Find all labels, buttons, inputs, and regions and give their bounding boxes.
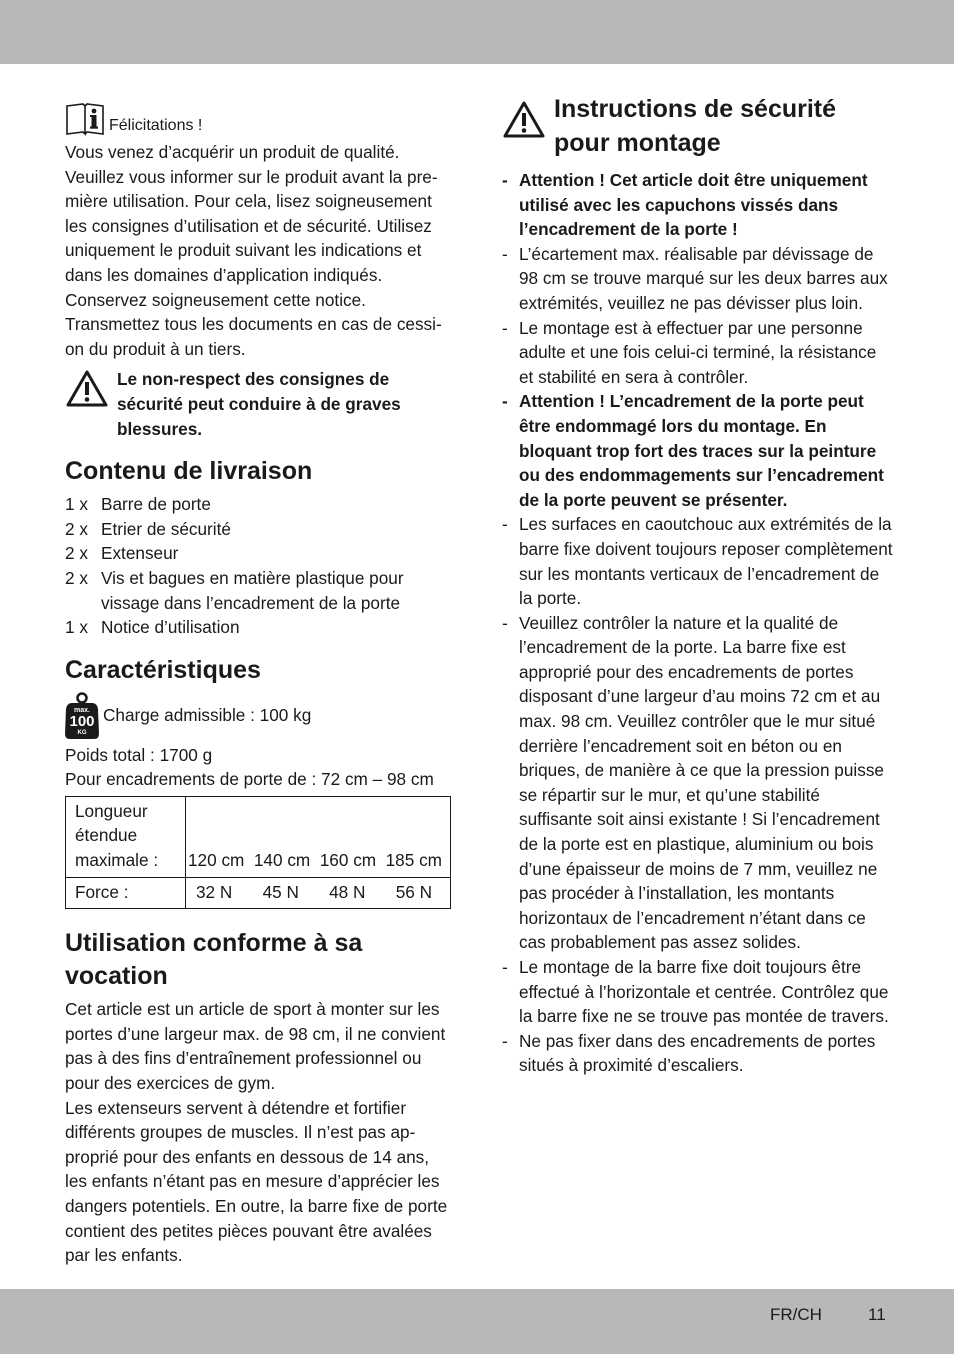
list-item: - L’écartement max. réalisable par dévissage de 98 cm se trouve marqué sur les deux barres aux extrémités, veuillez ne pas dévisser plus loin.: [502, 242, 894, 316]
footer-language: FR/CH: [770, 1305, 822, 1324]
max-weight-icon: [65, 692, 99, 740]
left-column: [65, 100, 455, 1268]
item-quantity: 2 x: [65, 518, 88, 539]
list-item: - Veuillez contrôler la nature et la qualité de l’encadrement de la porte. La barre fixe est approprié pour des encadrements de portes disposant d’une largeur d’au moins 72 cm et au max. 98 cm. Veuillez contrôler que le mur situé derrière l’encadrement soit en béton ou en briques, de manière à ce que la pression puisse se répartir sur le mur, et qu’une stabilité suffisante soit ainsi existante ! Si l’encadrement de la porte est en plastique, aluminium ou bois d’une épaisseur de moins de 7 mm, veuillez ne pas procéder à l’installation, les montants horizontaux de l’encadrement n’étant dans ce cas probablement pas assez solides.: [502, 611, 894, 955]
item-text: Etrier de sécurité: [101, 518, 231, 539]
list-item: - Le montage de la barre fixe doit toujours être effectué à l’horizontale et centrée. Contrôlez que la barre fixe ne se trouve pas montée de travers.: [502, 955, 894, 1029]
max-weight-top: max.: [74, 706, 90, 714]
item-text: Attention ! Cet article doit être uniquement utilisé avec les capuchons vissés dans l’encadrement de la porte !: [519, 170, 868, 240]
max-weight-unit: KG: [77, 729, 87, 736]
list-item: - Ne pas fixer dans des encadrements de portes situés à proximité d’escaliers.: [502, 1029, 894, 1078]
door-frame-range: Pour encadrements de porte de : 72 cm – 98 cm: [65, 769, 434, 790]
warning-triangle-icon: [502, 100, 546, 140]
length-value: 160 cm: [319, 850, 377, 871]
length-value: 140 cm: [253, 850, 311, 871]
load-row: [65, 691, 455, 741]
list-item: [65, 492, 455, 517]
right-column: [502, 92, 894, 1078]
list-item: [65, 541, 455, 566]
usage-title: Utilisation conforme à sa vocation: [65, 929, 363, 991]
item-text: Le montage est à effectuer par une personne adulte et une fois celui-ci terminé, la résistance et stabilité en sera à contrôler.: [519, 317, 877, 387]
force-value: 32 N: [196, 881, 233, 902]
total-weight: Poids total : 1700 g: [65, 744, 213, 765]
list-item: - Les surfaces en caoutchouc aux extrémités de la barre fixe doivent toujours reposer complètement sur les montants verticaux de l’encadrement de la porte.: [502, 512, 894, 610]
item-text: Ne pas fixer dans des encadrements de portes situés à proximité d’escaliers.: [519, 1030, 876, 1076]
safety-heading-row: [502, 92, 894, 160]
intro-paragraph: Transmettez tous les documents en cas de cession du produit à un tiers.: [65, 314, 442, 359]
force-value: 48 N: [329, 881, 366, 902]
item-text: L’écartement max. réalisable par dévissage de 98 cm se trouve marqué sur les deux barres aux extrémités, veuillez ne pas dévisser plus loin.: [519, 243, 888, 313]
item-quantity: 2 x: [65, 567, 88, 588]
length-value: 120 cm: [188, 850, 245, 871]
item-text: Extenseur: [101, 543, 179, 564]
list-item: [65, 615, 455, 640]
list-item: [65, 566, 455, 615]
item-text: Barre de porte: [101, 494, 211, 515]
table-cell-label: Longueur étendue maximale :: [66, 796, 186, 877]
item-text: Les surfaces en caoutchouc aux extrémités de la barre fixe doivent toujours reposer complètement sur les montants verticaux de l’encadrement de la porte.: [519, 514, 893, 609]
safety-list: [502, 168, 894, 1078]
warning-triangle-icon: [65, 369, 109, 409]
safety-title: Instructions de sécurité pour montage: [554, 95, 837, 157]
list-item: - Le montage est à effectuer par une personne adulte et une fois celui-ci terminé, la résistance et stabilité en sera à contrôler.: [502, 316, 894, 390]
item-quantity: 1 x: [65, 494, 88, 515]
info-manual-icon: [65, 102, 105, 136]
intro-heading: Félicitations !: [109, 117, 203, 134]
item-quantity: 1 x: [65, 617, 88, 638]
item-text: Le montage de la barre fixe doit toujours être effectué à l’horizontale et centrée. Contrôlez que la barre fixe ne se trouve pas montée de travers.: [519, 957, 889, 1027]
force-value: 45 N: [262, 881, 299, 902]
intro-warning: [65, 367, 455, 441]
delivery-title: Contenu de livraison: [65, 457, 313, 486]
intro-paragraph: Vous venez d’acquérir un produit de qualité. Veuillez vous informer sur le produit avant la première utilisation. Pour cela, lisez soigneusement les consignes d’utilisation et de sécurité. Utilisez uniquement le produit suivant les indications et dans les domaines d’application indiqués.: [65, 142, 438, 285]
item-text: Veuillez contrôler la nature et la qualité de l’encadrement de la porte. La barre fixe est approprié pour des encadrements de portes disposant d’une largeur d’au moins 72 cm et au max. 98 cm. Veuillez contrôler que le mur situé derrière l’encadrement soit en béton ou en briques, de manière à ce que la pression puisse se répartir sur le mur, et qu’une stabilité suffisante soit ainsi existante ! Si l’encadrement de la porte est en plastique, aluminium ou bois d’une épaisseur de moins de 7 mm, veuillez ne pas procéder à l’installation, les montants horizontaux de l’encadrement n’étant dans ce cas probablement pas assez solides.: [519, 612, 884, 953]
list-item: - Attention ! L’encadrement de la porte peut être endommagé lors du montage. En bloquant trop fort des traces sur la peinture ou des endommagements sur l’encadrement de la porte peuvent se présenter.: [502, 389, 894, 512]
max-weight-value: 100: [69, 712, 95, 730]
delivery-list: [65, 492, 455, 640]
table-cell-label: Force :: [66, 877, 186, 909]
usage-paragraph: Les extenseurs servent à détendre et fortifier différents groupes de muscles. Il n’est pas approprié pour des enfants en dessous de 14 ans, les enfants n’étant pas en mesure d’apprécier les dangers potentiels. En outre, la barre fixe de porte contient des petites pièces pouvant être avalées par les enfants.: [65, 1097, 448, 1266]
specs-title: Caractéristiques: [65, 655, 261, 684]
header-band: [0, 0, 954, 64]
item-text: Notice d’utilisation: [101, 617, 240, 638]
warning-text: Le non-respect des consignes de sécurité peut conduire à de graves blessures.: [117, 369, 401, 439]
table-cell-values: [186, 877, 451, 909]
list-item: - Attention ! Cet article doit être uniquement utilisé avec les capuchons vissés dans l’encadrement de la porte !: [502, 168, 894, 242]
table-cell-values: [186, 796, 451, 877]
load-text: Charge admissible : 100 kg: [103, 705, 312, 726]
usage-paragraph: Cet article est un article de sport à monter sur les portes d’une largeur max. de 98 cm, il ne convient pas à des fins d’entraînement professionnel ou pour des exercices de gym.: [65, 999, 446, 1094]
intro-heading-row: [65, 100, 455, 136]
length-value: 185 cm: [385, 850, 442, 871]
spec-table: [65, 796, 451, 909]
table-row: [66, 796, 451, 877]
item-text: Attention ! L’encadrement de la porte peut être endommagé lors du montage. En bloquant trop fort des traces sur la peinture ou des endommagements sur l’encadrement de la porte peuvent se présenter.: [519, 391, 884, 510]
force-value: 56 N: [395, 881, 432, 902]
intro-paragraph: Conservez soigneusement cette notice.: [65, 289, 366, 310]
item-quantity: 2 x: [65, 543, 88, 564]
table-row: [66, 877, 451, 909]
item-text: Vis et bagues en matière plastique pour vissage dans l’encadrement de la porte: [101, 567, 404, 613]
page-number: 11: [868, 1305, 886, 1324]
list-item: [65, 517, 455, 542]
